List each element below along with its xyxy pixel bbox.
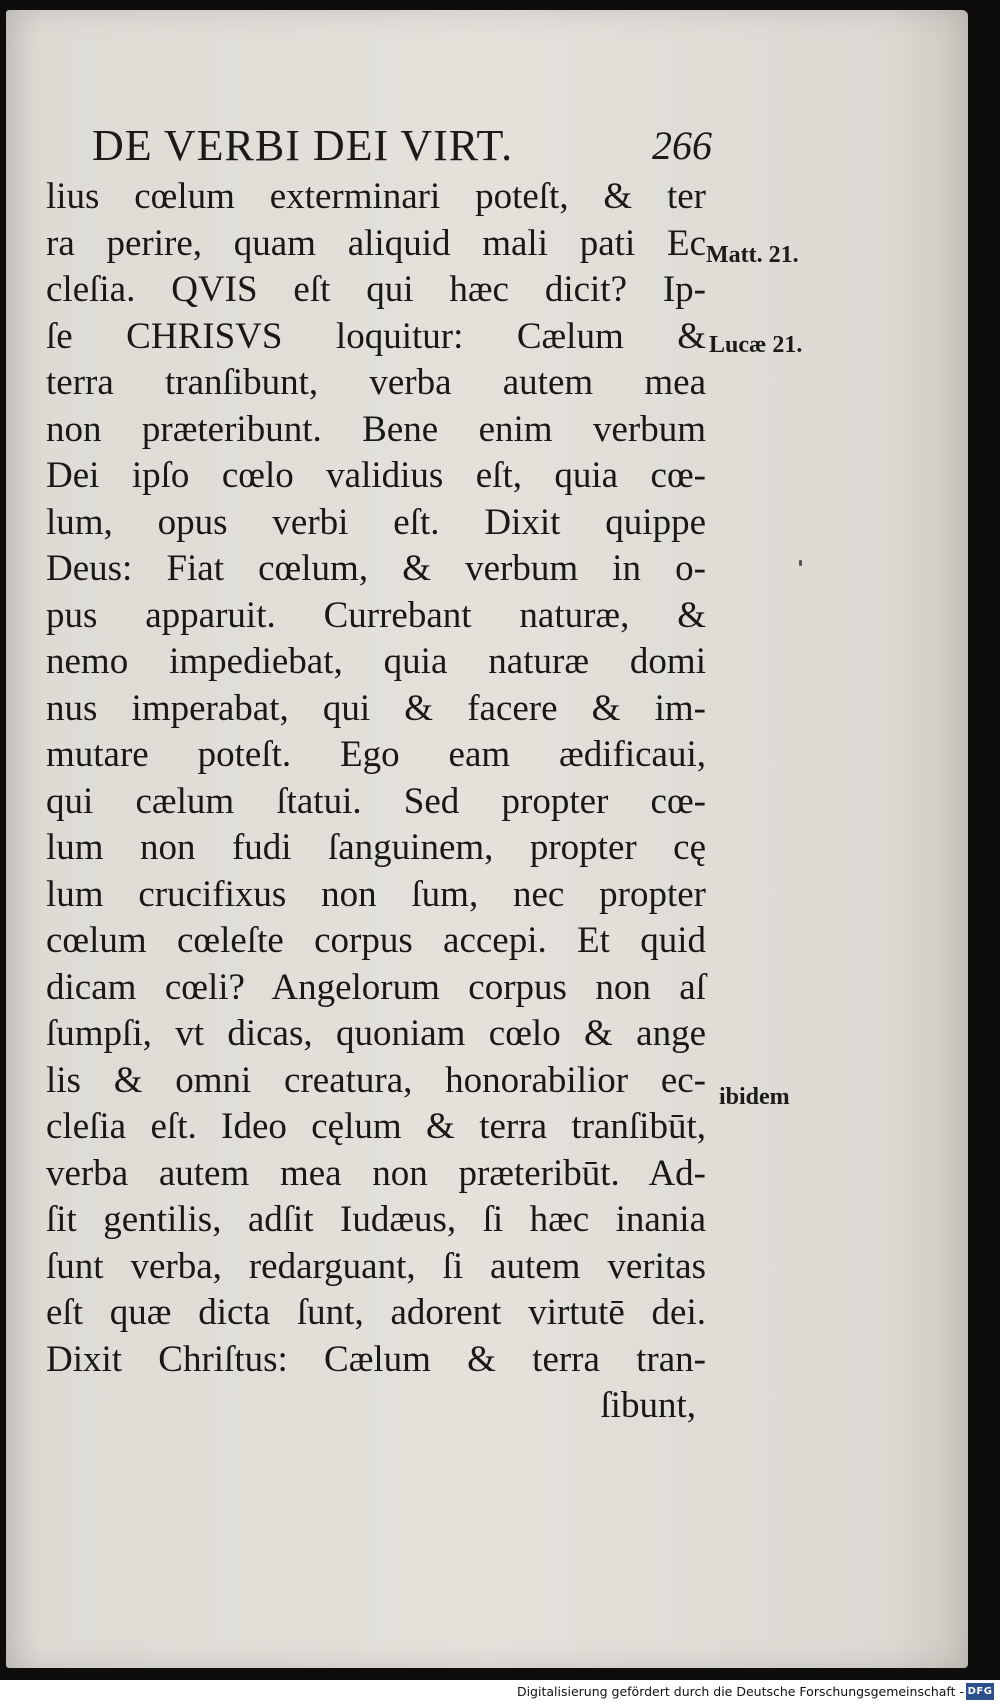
running-head: DE VERBI DEI VIRT. <box>92 121 514 170</box>
text-line: lum crucifixus non ſum, nec propter <box>46 873 706 915</box>
book-page <box>6 10 968 1668</box>
text-line: cleſia eſt. Ideo cęlum & terra tranſibūt, <box>46 1106 706 1147</box>
footer-bar <box>0 1680 1000 1704</box>
page-number: 266 <box>652 123 712 168</box>
text-line: Dei ipſo cœlo validius eſt, quia cœ- <box>46 455 706 496</box>
text-line: cœlum cœleſte corpus accepi. Et quid <box>46 920 706 961</box>
text-line: cleſia. QVIS eſt qui hæc dicit? Ip- <box>46 269 706 310</box>
page-header <box>92 120 712 170</box>
text-line: lum, opus verbi eſt. Dixit quippe <box>46 501 706 543</box>
funding-credit: Digitalisierung gefördert durch die Deutsche Forschungsgemeinschaft - <box>516 1684 964 1699</box>
text-line: terra tranſibunt, verba autem mea <box>46 362 706 403</box>
ink-speck <box>799 560 802 566</box>
text-line: mutare poteſt. Ego eam ædificaui, <box>46 734 706 775</box>
text-line: lis & omni creatura, honorabilior ec- <box>46 1059 706 1101</box>
text-line: ſe CHRISVS loquitur: Cælum & <box>46 315 706 357</box>
marginal-note: ibidem <box>719 1084 790 1110</box>
text-line: ſumpſi, vt dicas, quoniam cœlo & ange <box>46 1013 706 1054</box>
text-line: dicam cœli? Angelorum corpus non aſ <box>46 966 706 1008</box>
body-text <box>46 174 706 1430</box>
text-line: non præteribunt. Bene enim verbum <box>46 408 706 450</box>
text-line: qui cælum ſtatui. Sed propter cœ- <box>46 780 706 822</box>
text-line: nus imperabat, qui & facere & im- <box>46 687 706 729</box>
text-line: Dixit Chriſtus: Cælum & terra tran- <box>46 1338 706 1380</box>
marginal-note: Matt. 21. <box>706 242 799 268</box>
text-line: ſunt verba, redarguant, ſi autem veritas <box>46 1245 706 1287</box>
text-line: verba autem mea non præteribūt. Ad- <box>46 1152 706 1194</box>
dfg-logo-icon: DFG <box>966 1683 994 1700</box>
catchword: ſibunt, <box>600 1385 696 1426</box>
text-line: ra perire, quam aliquid mali pati Ec <box>46 222 706 264</box>
marginal-note: Lucæ 21. <box>709 332 803 358</box>
text-line: eſt quæ dicta ſunt, adorent virtutē dei. <box>46 1292 706 1333</box>
text-line: lius cœlum exterminari poteſt, & ter <box>46 176 706 217</box>
text-line: Deus: Fiat cœlum, & verbum in o- <box>46 548 706 589</box>
text-line: pus apparuit. Currebant naturæ, & <box>46 594 706 636</box>
text-line: nemo impediebat, quia naturæ domi <box>46 641 706 682</box>
text-line: ſit gentilis, adſit Iudæus, ſi hæc inania <box>46 1199 706 1240</box>
text-line: lum non fudi ſanguinem, propter cę <box>46 827 706 868</box>
